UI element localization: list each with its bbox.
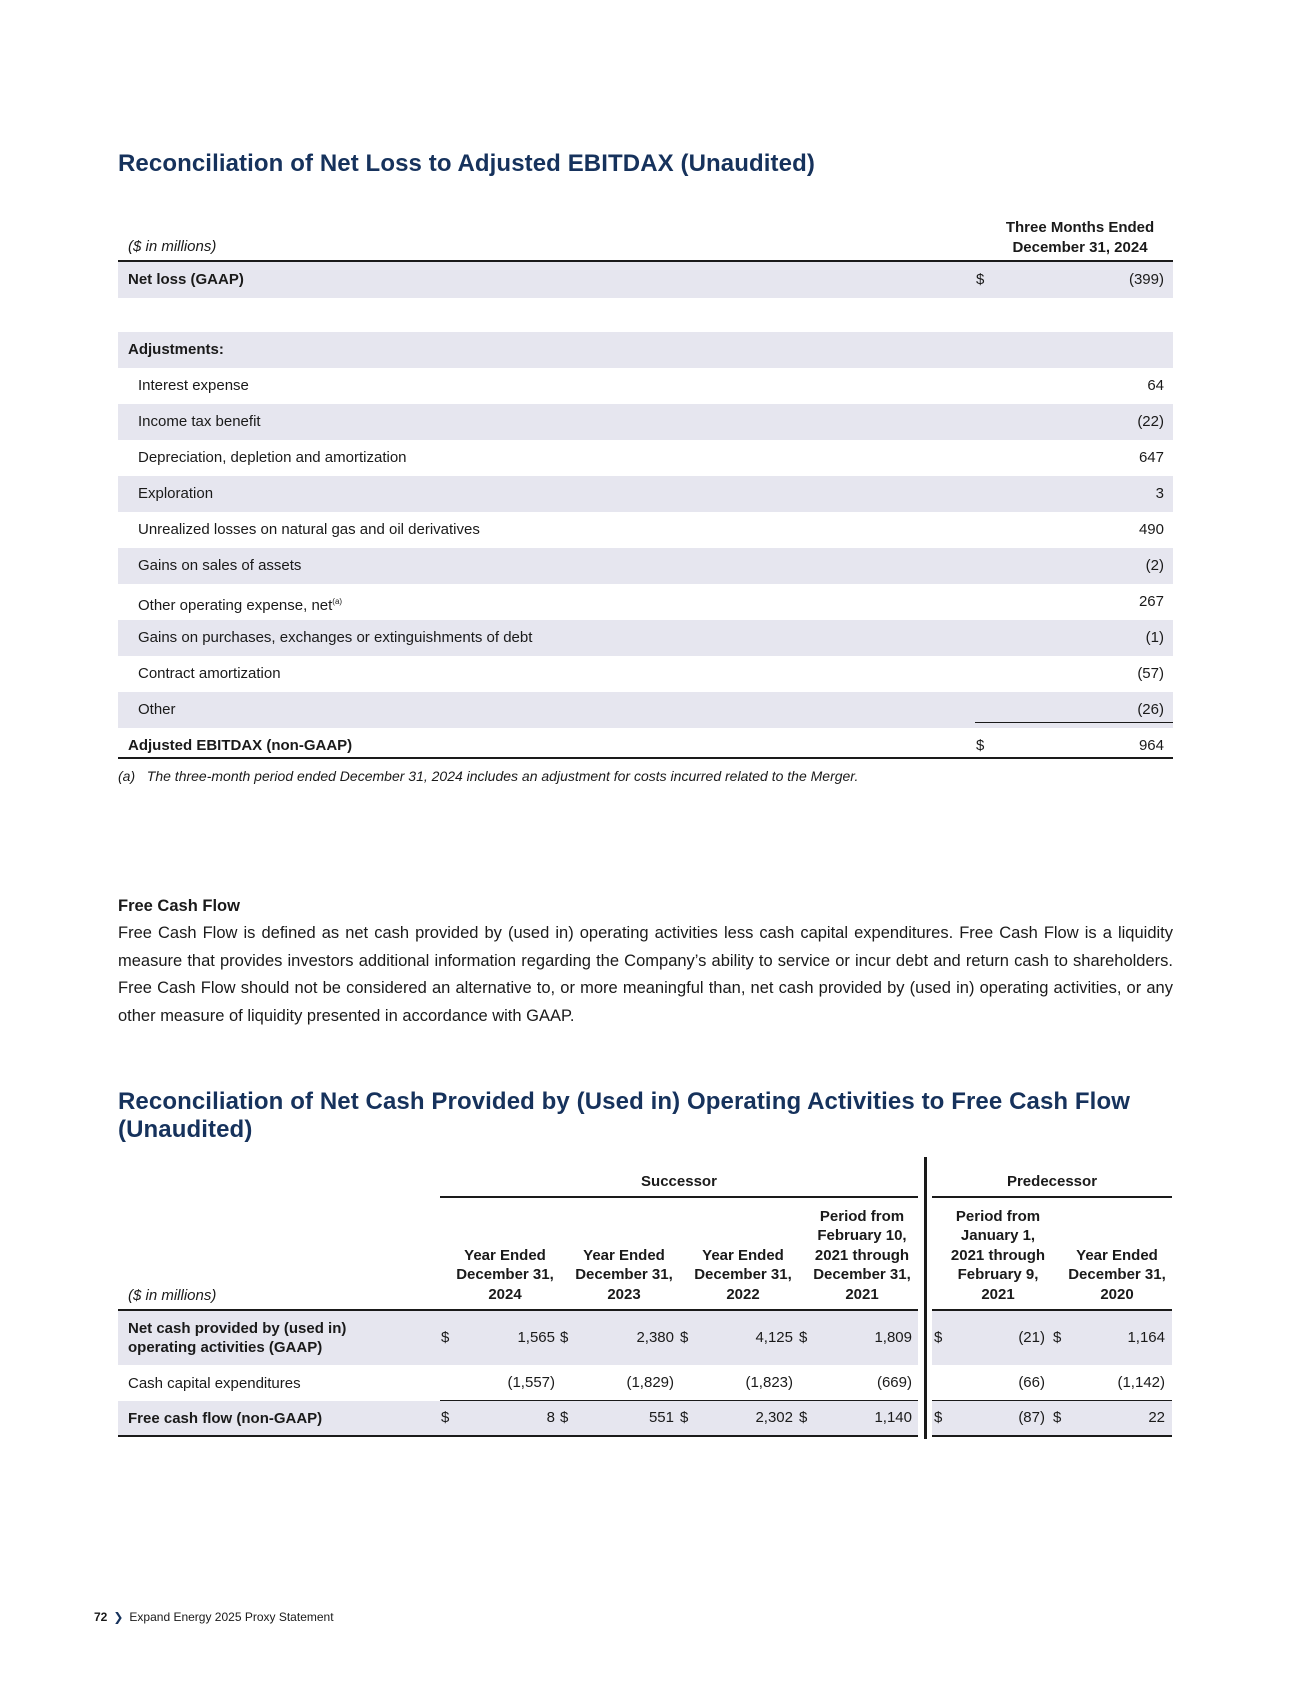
adjustment-label-text: Gains on sales of assets <box>138 557 302 574</box>
fcf-dollar-sign: $ <box>680 1329 689 1346</box>
page-footer <box>94 1610 334 1624</box>
adjustment-label-text: Interest expense <box>138 377 249 394</box>
fcf-value-cell: (66) <box>1018 1374 1045 1391</box>
adjustment-value: 647 <box>1138 449 1164 466</box>
fcf-column-header-line: 2024 <box>488 1285 522 1303</box>
fcf-value-cell: 4,125 <box>755 1329 793 1346</box>
footer-text: Expand Energy 2025 Proxy Statement <box>129 1610 334 1624</box>
fcf-column-header <box>802 1207 922 1305</box>
fcf-value-cell: 2,380 <box>636 1329 674 1346</box>
adjustment-value: 490 <box>1138 521 1164 538</box>
fcf-column-header-line: December 31, <box>456 1266 554 1283</box>
adjustment-row <box>118 656 1173 692</box>
fcf-value-cell: (1,142) <box>1117 1374 1165 1391</box>
free-cash-flow-heading: Free Cash Flow <box>118 897 240 915</box>
fcf-row-label <box>128 1311 346 1365</box>
net-loss-value: (399) <box>1128 271 1164 288</box>
fcf-value-cell: (1,823) <box>745 1374 793 1391</box>
fcf-column-header-line: 2022 <box>726 1285 760 1303</box>
footnote-reference: (a) <box>332 597 343 606</box>
fcf-column-header <box>564 1246 684 1305</box>
fcf-title-line2: (Unaudited) <box>118 1116 253 1143</box>
fcf-column-header-line: Year Ended <box>464 1246 546 1264</box>
adjustment-row <box>118 620 1173 656</box>
fcf-column-header-line: 2020 <box>1100 1285 1134 1303</box>
adjustment-label <box>138 548 301 584</box>
fcf-column-header-line: 2021 through <box>814 1246 910 1264</box>
fcf-column-header-line: 2023 <box>607 1285 641 1303</box>
fcf-row-label-line: Cash capital expenditures <box>128 1374 301 1392</box>
fcf-value-cell: 8 <box>546 1409 555 1426</box>
adjustment-value: (2) <box>1145 557 1164 574</box>
ebitdax-units-label: ($ in millions) <box>128 238 217 255</box>
successor-group-header: Successor <box>641 1173 717 1190</box>
fcf-column-header-line: December 31, <box>813 1266 911 1283</box>
fcf-dollar-sign: $ <box>934 1329 943 1346</box>
fcf-dollar-sign: $ <box>1053 1329 1062 1346</box>
adjustment-label <box>138 692 176 728</box>
adjustment-label <box>138 656 281 692</box>
adjustment-label <box>138 404 261 440</box>
successor-predecessor-divider <box>924 1157 927 1439</box>
page-number: 72 <box>94 1610 108 1624</box>
predecessor-group-rule <box>932 1196 1172 1198</box>
fcf-column-header-line: Period from <box>955 1207 1041 1225</box>
fcf-value-cell: 2,302 <box>755 1409 793 1426</box>
fcf-column-header <box>683 1246 803 1305</box>
fcf-column-header-line: February 10, <box>817 1227 907 1244</box>
fcf-column-header-line: December 31, <box>694 1266 792 1283</box>
predecessor-group-header: Predecessor <box>1006 1173 1098 1190</box>
adjustment-row <box>118 368 1173 404</box>
adjustment-label-text: Exploration <box>138 485 214 502</box>
fcf-column-header-line: February 9, <box>957 1266 1039 1283</box>
fcf-dollar-sign: $ <box>560 1329 569 1346</box>
fcf-column-header-line: December 31, <box>1068 1266 1166 1283</box>
ebitdax-column-header-line2: December 31, 2024 <box>1012 239 1148 256</box>
adjustment-label <box>138 620 532 656</box>
fcf-total-rule-right <box>932 1435 1172 1437</box>
adjustment-row <box>118 440 1173 476</box>
fcf-value-cell: (669) <box>876 1374 912 1391</box>
fcf-row-band <box>932 1401 1172 1435</box>
fcf-column-header-line: 2021 <box>845 1285 879 1303</box>
footnote-mark: (a) <box>118 768 136 784</box>
fcf-column-header-line: January 1, <box>960 1227 1036 1244</box>
adjustment-label-text: Other <box>138 701 176 718</box>
adjustment-row <box>118 512 1173 548</box>
net-loss-row <box>118 262 1173 298</box>
fcf-column-header <box>445 1246 565 1305</box>
fcf-column-header <box>938 1207 1058 1305</box>
ebitdax-total-rule <box>118 757 1173 759</box>
fcf-value-cell: 1,809 <box>874 1329 912 1346</box>
fcf-dollar-sign: $ <box>680 1409 689 1426</box>
adjustment-label-text: Depreciation, depletion and amortization <box>138 449 407 466</box>
adjustment-row <box>118 476 1173 512</box>
adjustment-label <box>138 476 213 512</box>
fcf-subtotal-rule-right <box>932 1400 1172 1401</box>
spacer-row <box>118 298 1173 332</box>
adjustments-header-row <box>118 332 1173 368</box>
fcf-column-header-line: Period from <box>819 1207 905 1225</box>
successor-group-rule <box>440 1196 918 1198</box>
fcf-row-label-line: operating activities (GAAP) <box>128 1339 323 1356</box>
adjustment-value: (22) <box>1137 413 1164 430</box>
adjustment-label-text: Income tax benefit <box>138 413 261 430</box>
fcf-dollar-sign: $ <box>560 1409 569 1426</box>
fcf-dollar-sign: $ <box>1053 1409 1062 1426</box>
fcf-dollar-sign: $ <box>441 1329 450 1346</box>
ebitdax-table <box>118 262 1173 764</box>
adjustment-row <box>118 548 1173 584</box>
fcf-column-header-line: 2021 through <box>950 1246 1046 1264</box>
fcf-value-cell: (21) <box>1018 1329 1045 1346</box>
adjustment-label-text: Contract amortization <box>138 665 281 682</box>
ebitdax-subtotal-rule <box>975 722 1173 723</box>
fcf-dollar-sign: $ <box>441 1409 450 1426</box>
fcf-units-label: ($ in millions) <box>128 1287 217 1304</box>
adjustment-label <box>138 512 480 548</box>
free-cash-flow-paragraph: Free Cash Flow is defined as net cash provided by (used in) operating activities less cash capital expenditures. Free Cash Flow is a liquidity measure that provides investors additional information regarding the Company’s ability to service or incur debt and return cash to shareholders. Free Cash Flow should not be considered an alternative to, or more meaningful than, net cash provided by (used in) operating activities, or any other measure of liquidity presented in accordance with GAAP. <box>118 924 1173 1025</box>
chevron-right-icon: ❯ <box>113 1610 124 1624</box>
fcf-row-label-line: Net cash provided by (used in) <box>128 1320 347 1337</box>
fcf-value-cell: (1,557) <box>507 1374 555 1391</box>
adjustment-value: (1) <box>1145 629 1164 646</box>
fcf-row-label-line: Free cash flow (non-GAAP) <box>128 1409 323 1427</box>
fcf-column-header <box>1057 1246 1177 1305</box>
adjustment-value: 267 <box>1138 593 1164 610</box>
adjusted-ebitdax-value: 964 <box>1138 737 1164 754</box>
adjustment-value: 64 <box>1147 377 1164 394</box>
ebitdax-column-header-line1: Three Months Ended <box>1005 219 1155 236</box>
fcf-title-line1: Reconciliation of Net Cash Provided by (Used in) Operating Activities to Free Cash Flow <box>118 1088 1130 1115</box>
adjustment-label-text: Unrealized losses on natural gas and oil derivatives <box>138 521 480 538</box>
adjustment-label-text: Gains on purchases, exchanges or extinguishments of debt <box>138 629 533 646</box>
fcf-value-cell: 1,140 <box>874 1409 912 1426</box>
adjustment-label-text: Other operating expense, net <box>138 597 333 614</box>
fcf-value-cell: 1,565 <box>517 1329 555 1346</box>
net-loss-label: Net loss (GAAP) <box>128 271 244 288</box>
fcf-column-header-line: Year Ended <box>583 1246 665 1264</box>
ebitdax-column-header <box>980 218 1180 258</box>
fcf-value-cell: 551 <box>648 1409 674 1426</box>
fcf-dollar-sign: $ <box>934 1409 943 1426</box>
adjustment-label <box>138 584 342 624</box>
fcf-total-rule-left <box>118 1435 918 1437</box>
adjusted-ebitdax-dollar: $ <box>976 737 985 754</box>
adjusted-ebitdax-label: Adjusted EBITDAX (non-GAAP) <box>128 737 353 754</box>
fcf-column-header-line: December 31, <box>575 1266 673 1283</box>
adjustment-row <box>118 404 1173 440</box>
adjustments-label: Adjustments: <box>128 341 224 358</box>
fcf-title <box>118 1088 1130 1144</box>
ebitdax-title: Reconciliation of Net Loss to Adjusted EBITDAX (Unaudited) <box>118 150 815 177</box>
adjustment-label <box>138 368 249 404</box>
adjustment-value: (26) <box>1137 701 1164 718</box>
fcf-value-cell: (1,829) <box>626 1374 674 1391</box>
fcf-value-cell: (87) <box>1018 1409 1045 1426</box>
fcf-value-cell: 22 <box>1148 1409 1165 1426</box>
fcf-dollar-sign: $ <box>799 1329 808 1346</box>
fcf-column-header-line: Year Ended <box>702 1246 784 1264</box>
adjustment-label <box>138 440 407 476</box>
ebitdax-footnote <box>118 768 858 784</box>
net-loss-dollar: $ <box>976 271 985 288</box>
adjustment-value: (57) <box>1137 665 1164 682</box>
adjustment-row <box>118 584 1173 620</box>
fcf-row-label <box>128 1401 322 1435</box>
fcf-row-label <box>128 1365 301 1401</box>
footnote-text: The three-month period ended December 31, 2024 includes an adjustment for costs incurred related to the Merger. <box>146 768 859 784</box>
adjustment-value: 3 <box>1155 485 1164 502</box>
fcf-column-header-line: Year Ended <box>1076 1246 1158 1264</box>
fcf-dollar-sign: $ <box>799 1409 808 1426</box>
fcf-value-cell: 1,164 <box>1127 1329 1165 1346</box>
fcf-subtotal-rule-left <box>440 1400 918 1401</box>
fcf-column-header-line: 2021 <box>981 1285 1015 1303</box>
